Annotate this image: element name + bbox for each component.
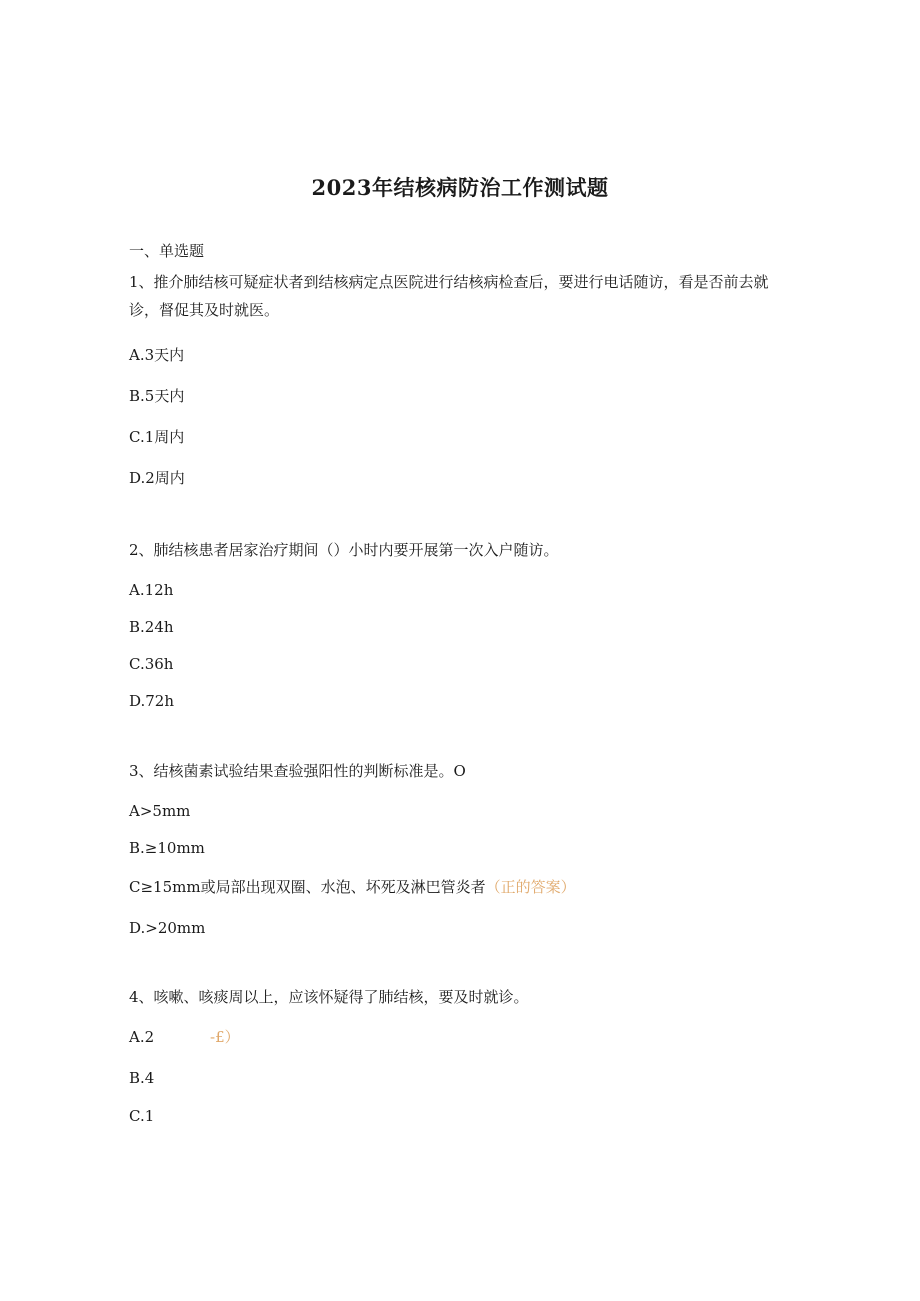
- q1-option-b: B.5天内: [129, 387, 185, 405]
- section-heading: 一、单选题: [129, 242, 205, 260]
- q3-answer-annotation: （正的答案）: [485, 878, 576, 896]
- q1-option-d: D.2周内: [129, 469, 185, 487]
- q4-annotation: -£）: [210, 1028, 240, 1046]
- q3-option-d: D.>20mm: [129, 919, 206, 937]
- question-3-text: 3、结核菌素试验结果查验强阳性的判断标准是。O: [129, 762, 466, 780]
- q3-option-c: [129, 877, 576, 897]
- q2-option-a: A.12h: [129, 581, 174, 599]
- q2-option-c: C.36h: [129, 655, 174, 673]
- q1-option-c: C.1周内: [129, 428, 185, 446]
- q4-option-a: A.2: [129, 1028, 155, 1046]
- q4-option-c: C.1: [129, 1107, 155, 1125]
- question-1-text: 1、推介肺结核可疑症状者到结核病定点医院进行结核病检查后，要进行电话随访，看是否前去就诊，督促其及时就医。: [129, 273, 769, 319]
- q2-option-d: D.72h: [129, 692, 175, 710]
- q3-option-c-text: C≥15mm或局部出现双圈、水泡、坏死及淋巴管炎者: [129, 878, 486, 896]
- q3-option-a: A>5mm: [129, 802, 191, 820]
- q2-option-b: B.24h: [129, 618, 174, 636]
- q3-option-b: B.≥10mm: [129, 839, 205, 857]
- page-title: 2023年结核病防治工作测试题: [311, 175, 609, 200]
- question-4-text: 4、咳嗽、咳痰周以上，应该怀疑得了肺结核，要及时就诊。: [129, 988, 529, 1006]
- q4-option-b: B.4: [129, 1069, 155, 1087]
- q1-option-a: A.3天内: [129, 346, 185, 364]
- question-2-text: 2、肺结核患者居家治疗期间（）小时内要开展第一次入户随访。: [129, 541, 559, 559]
